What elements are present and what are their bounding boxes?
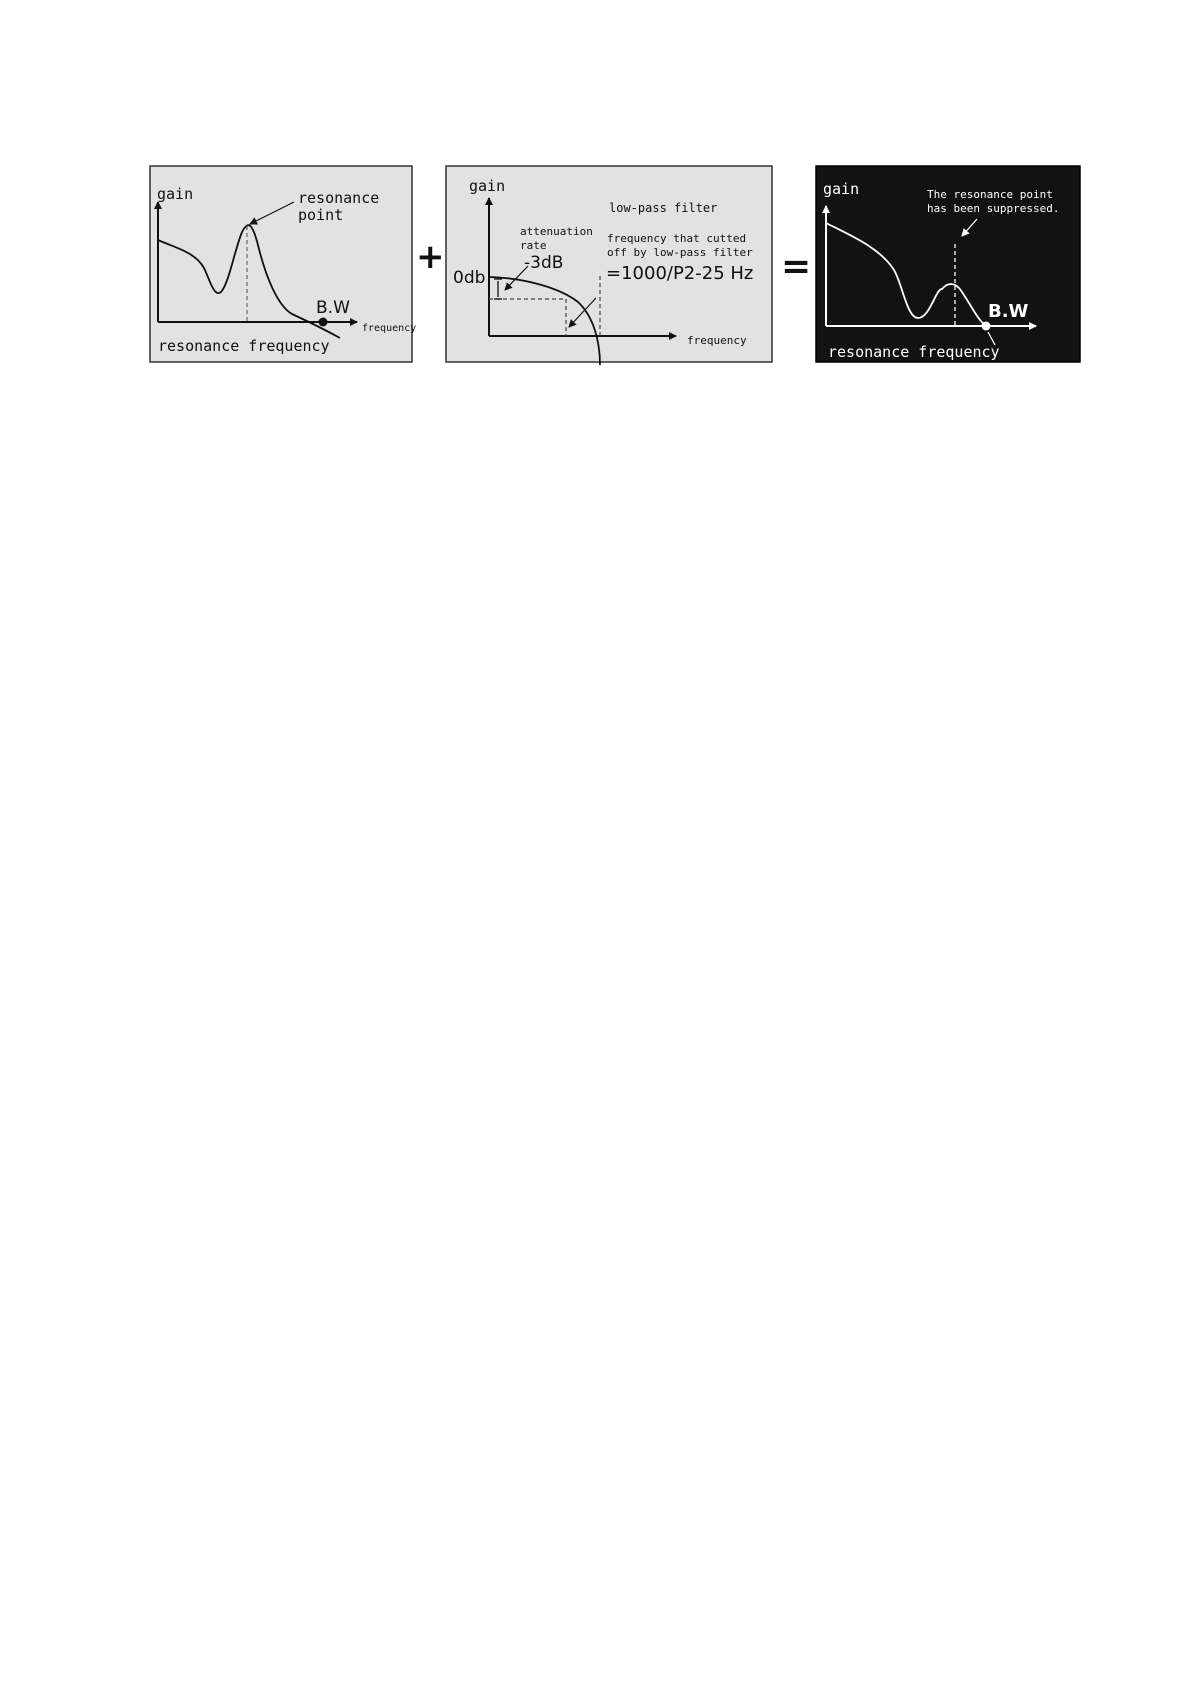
gain-label: gain (469, 177, 506, 195)
bw-dot (319, 318, 328, 327)
cutoff-description-2: off by low-pass filter (607, 246, 753, 259)
suppressed-note: The resonance point (927, 188, 1053, 201)
panel-suppressed-resonance (816, 166, 1080, 362)
resonance-frequency-label: resonance frequency (828, 343, 1000, 361)
plus-operator: + (416, 237, 445, 277)
panel-resonance (150, 166, 416, 362)
gain-label: gain (823, 180, 860, 198)
x-axis-label: frequency (687, 334, 747, 347)
resonance-suppression-figure (0, 0, 1190, 420)
panel-low-pass-filter (446, 166, 772, 365)
equals-operator: = (781, 246, 812, 287)
gain-label: gain (157, 185, 194, 203)
cutoff-formula: =1000/P2-25 Hz (606, 263, 754, 284)
resonance-frequency-label: resonance frequency (158, 337, 330, 355)
attenuation-rate-label-2: rate (520, 239, 547, 252)
bw-dot (982, 322, 991, 331)
attenuation-value: -3dB (524, 253, 564, 273)
bw-label: B.W (316, 298, 350, 318)
bw-label: B.W (988, 301, 1029, 322)
suppressed-note-2: has been suppressed. (927, 202, 1060, 215)
cutoff-description: frequency that cutted (607, 232, 747, 245)
resonance-point-label: resonance (298, 189, 380, 207)
x-axis-label: frequency (362, 323, 417, 334)
attenuation-rate-label: attenuation (520, 225, 593, 238)
odb-label: 0db (453, 268, 486, 288)
resonance-point-label-2: point (298, 206, 344, 224)
low-pass-filter-title: low-pass filter (609, 201, 718, 215)
